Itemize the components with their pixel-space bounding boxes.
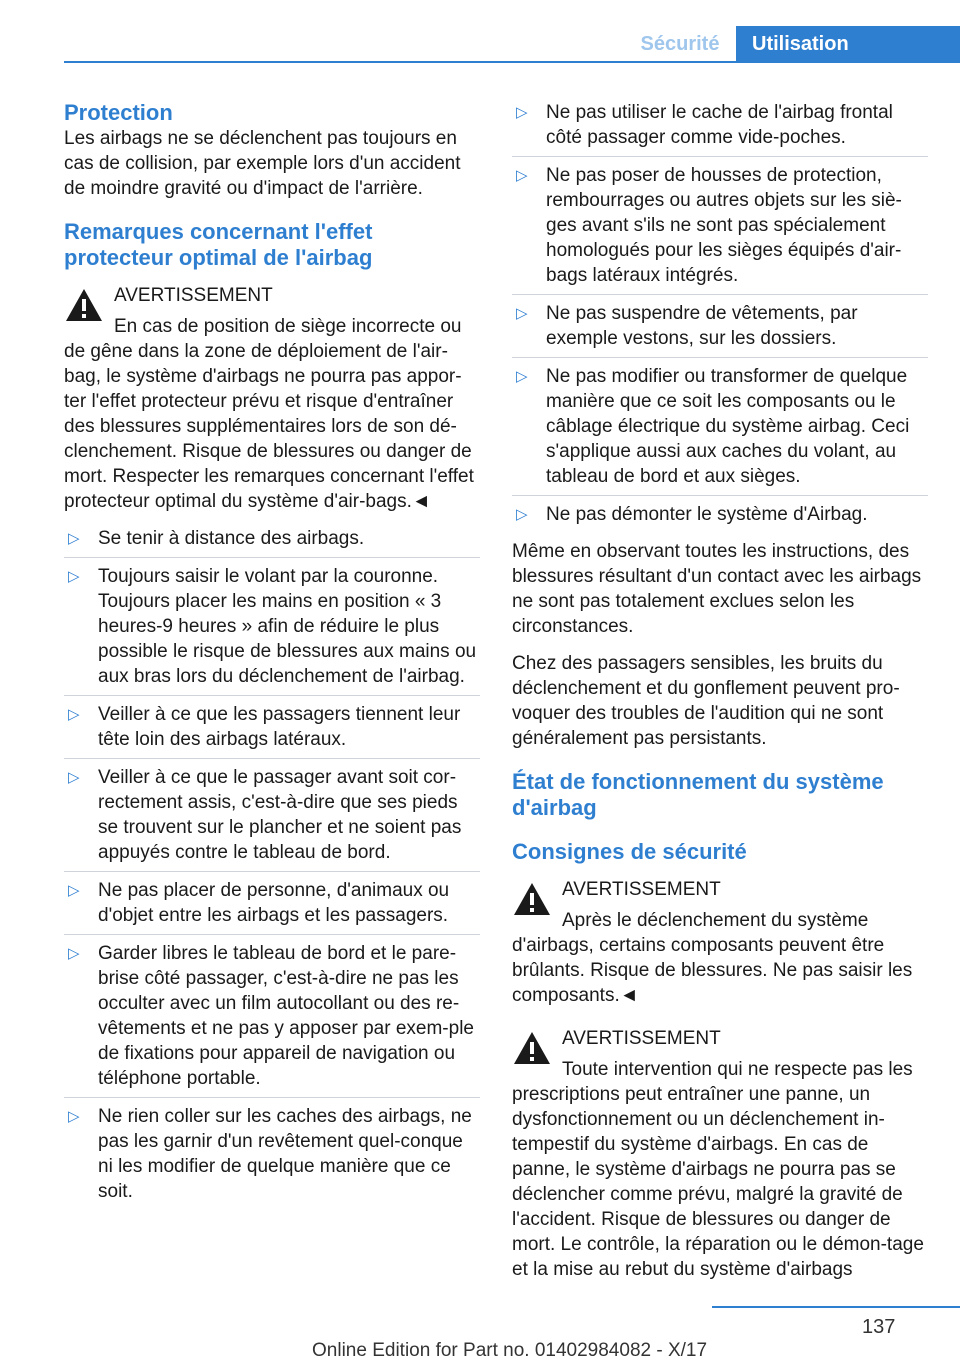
triangle-bullet-icon: ▷ bbox=[68, 568, 80, 585]
warning-text: Toute intervention qui ne respecte pas les prescriptions peut entraîner une panne, un dysfonctionnement ou un déclenchement in-tempestif du système d'airbags. En cas de panne, le système d'airbags ne pourra pas se déclencher comme prévu, malgré la gravité de l'accident. Risque de blessures ou danger de mort. Le contrôle, la réparation ou le démon-tage et la mise au rebut du système d'airbags bbox=[512, 1059, 924, 1280]
bullet-list bbox=[512, 100, 928, 533]
warning-block bbox=[512, 1026, 928, 1282]
list-item: ▷ Garder libres le tableau de bord et le pare-brise côté passager, c'est-à-dire ne pas les occulter avec un film autocollant ou des re-vêtements et ne pas y apposer par exem-ple de fixations pour appareil de navigation ou téléphone portable. bbox=[64, 941, 480, 1098]
list-item: ▷ Ne pas placer de personne, d'animaux ou d'objet entre les airbags et les passagers. bbox=[64, 878, 480, 935]
triangle-bullet-icon: ▷ bbox=[516, 305, 528, 322]
warning-triangle-icon bbox=[64, 287, 104, 323]
tab-utilisation[interactable]: Utilisation bbox=[736, 26, 960, 62]
subsection-heading: Remarques concernant l'effet protecteur optimal de l'airbag bbox=[64, 219, 373, 270]
warning-title: AVERTISSEMENT bbox=[562, 879, 721, 900]
list-item: ▷ Ne pas poser de housses de protection, rembourrages ou autres objets sur les siè-ges avant s'ils ne sont pas spécialement homologués pour les sièges équipés d'air-bags latéraux intégrés. bbox=[512, 163, 928, 295]
footer-rule bbox=[712, 1306, 960, 1308]
list-item: ▷ Ne pas suspendre de vêtements, par exemple vestons, sur les dossiers. bbox=[512, 301, 928, 358]
list-item: ▷ Ne rien coller sur les caches des airbags, ne pas les garnir d'un revêtement quel-conque ni les modifier de quelque manière que ce soit. bbox=[68, 1106, 472, 1202]
list-item: ▷ Se tenir à distance des airbags. bbox=[64, 526, 480, 558]
tab-securite[interactable]: Sécurité bbox=[624, 26, 736, 62]
paragraph: Chez des passagers sensibles, les bruits du déclenchement et du gonflement peuvent pro-voquer des troubles de l'audition qui ne sont généralement pas persistants. bbox=[512, 653, 900, 749]
bullet-list bbox=[64, 526, 480, 1210]
edition-footer: Online Edition for Part no. 01402984082 - X/17 bbox=[312, 1340, 708, 1361]
triangle-bullet-icon: ▷ bbox=[516, 506, 528, 523]
page-number: 137 bbox=[862, 1316, 896, 1338]
header-rule bbox=[64, 61, 960, 63]
list-item: ▷ Ne pas modifier ou transformer de quelque manière que ce soit les composants ou le câblage électrique du système airbag. Ceci s'applique aussi aux caches du volant, au tableau de bord et aux sièges. bbox=[512, 364, 928, 496]
paragraph: Même en observant toutes les instructions, des blessures résultant d'un contact avec les airbags ne sont pas totalement exclues selon les circonstances. bbox=[512, 541, 922, 637]
triangle-bullet-icon: ▷ bbox=[68, 882, 80, 899]
warning-block bbox=[512, 877, 928, 1008]
list-item: ▷ Veiller à ce que le passager avant soit cor-rectement assis, c'est-à-dire que ses pieds se trouvent sur le plancher et ne soient pas appuyés contre le tableau de bord. bbox=[64, 765, 480, 872]
triangle-bullet-icon: ▷ bbox=[516, 167, 528, 184]
list-item: ▷ Toujours saisir le volant par la couronne. Toujours placer les mains en position « 3 heures-9 heures » afin de réduire le plus possible le risque de blessures aux mains ou aux bras lors du déclenchement de l'airbag. bbox=[64, 564, 480, 696]
warning-triangle-icon bbox=[512, 1030, 552, 1066]
triangle-bullet-icon: ▷ bbox=[68, 1108, 80, 1125]
subsection-heading-consignes: Consignes de sécurité bbox=[512, 839, 747, 864]
section-heading-protection: Protection bbox=[64, 100, 173, 125]
warning-title: AVERTISSEMENT bbox=[562, 1028, 721, 1049]
warning-block bbox=[64, 283, 480, 514]
warning-text: Après le déclenchement du système d'airbags, certains composants peuvent être brûlants. Risque de blessures. Ne pas saisir les composants.◄ bbox=[512, 910, 913, 1006]
triangle-bullet-icon: ▷ bbox=[68, 769, 80, 786]
triangle-bullet-icon: ▷ bbox=[68, 706, 80, 723]
triangle-bullet-icon: ▷ bbox=[68, 530, 80, 547]
triangle-bullet-icon: ▷ bbox=[516, 104, 528, 121]
triangle-bullet-icon: ▷ bbox=[516, 368, 528, 385]
warning-triangle-icon bbox=[512, 881, 552, 917]
right-column bbox=[512, 100, 928, 1282]
warning-text: En cas de position de siège incorrecte ou de gêne dans la zone de déploiement de l'air-bag, le système d'airbags ne pourra pas appor-ter l'effet protecteur prévu et risque d'entraîner des blessures supplémentaires lors de son dé-clenchement. Risque de blessures ou danger de mort. Respecter les remarques concernant l'effet protecteur optimal du système d'air-bags.◄ bbox=[64, 316, 474, 512]
triangle-bullet-icon: ▷ bbox=[68, 945, 80, 962]
list-item: ▷ Veiller à ce que les passagers tiennent leur tête loin des airbags latéraux. bbox=[64, 702, 480, 759]
list-item: ▷ Ne pas démonter le système d'Airbag. bbox=[516, 504, 868, 525]
list-item: ▷ Ne pas utiliser le cache de l'airbag frontal côté passager comme vide-poches. bbox=[512, 100, 928, 157]
section-heading-etat: État de fonctionnement du système d'airbag bbox=[512, 769, 884, 820]
left-column bbox=[64, 100, 480, 1216]
warning-title: AVERTISSEMENT bbox=[114, 285, 273, 306]
paragraph: Les airbags ne se déclenchent pas toujours en cas de collision, par exemple lors d'un accident de moindre gravité ou d'impact de l'arrière. bbox=[64, 128, 461, 199]
